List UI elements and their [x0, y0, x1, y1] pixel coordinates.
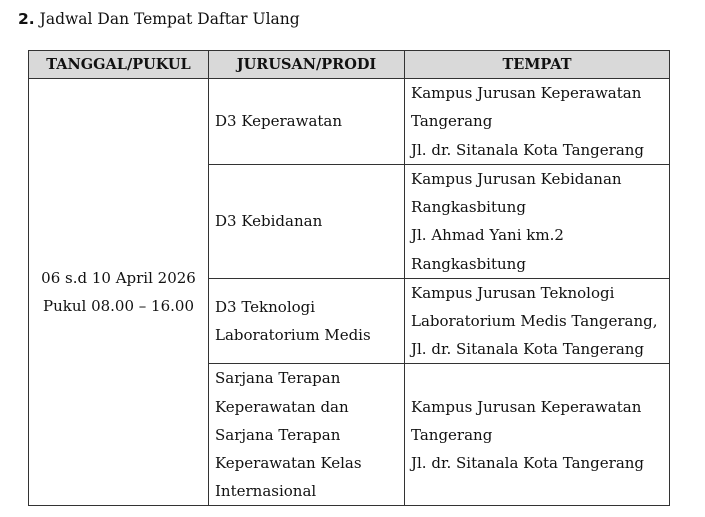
- header-tempat: TEMPAT: [405, 51, 670, 79]
- prodi-line: Sarjana Terapan: [215, 425, 341, 444]
- prodi-line: D3 Keperawatan: [215, 112, 343, 131]
- header-jurusan-prodi: JURUSAN/PRODI: [209, 51, 405, 79]
- tempat-line: Kampus Jurusan Teknologi: [411, 283, 615, 302]
- tempat-line: Jl. dr. Sitanala Kota Tangerang: [411, 340, 645, 359]
- prodi-line: Internasional: [215, 482, 317, 501]
- table-header-row: [29, 51, 670, 79]
- tempat-line: Rangkasbitung: [411, 198, 526, 217]
- section-number: 2.: [18, 10, 35, 28]
- tempat-line: Rangkasbitung: [411, 254, 526, 273]
- prodi-line: Keperawatan dan: [215, 397, 349, 416]
- prodi-cell: [209, 165, 405, 279]
- tempat-line: Jl. Ahmad Yani km.2: [411, 226, 564, 245]
- tempat-cell: [405, 165, 670, 279]
- tempat-line: Kampus Jurusan Keperawatan: [411, 397, 642, 416]
- header-tanggal-pukul: TANGGAL/PUKUL: [29, 51, 209, 79]
- tempat-line: Tangerang: [411, 112, 493, 131]
- tempat-line: Jl. dr. Sitanala Kota Tangerang: [411, 140, 645, 159]
- section-title: Jadwal Dan Tempat Daftar Ulang: [39, 10, 300, 28]
- tempat-line: Kampus Jurusan Kebidanan: [411, 170, 622, 188]
- tempat-cell: [405, 364, 670, 506]
- tempat-line: Jl. dr. Sitanala Kota Tangerang: [411, 454, 645, 473]
- date-range: 06 s.d 10 April 2026: [41, 269, 196, 288]
- tempat-line: Kampus Jurusan Keperawatan: [411, 84, 642, 103]
- prodi-line: Laboratorium Medis: [215, 326, 371, 345]
- schedule-table: [28, 50, 670, 506]
- section-heading: [18, 8, 300, 30]
- prodi-cell: [209, 79, 405, 165]
- date-cell: [29, 79, 209, 506]
- tempat-cell: [405, 278, 670, 364]
- prodi-line: Keperawatan Kelas: [215, 454, 362, 473]
- prodi-line: Sarjana Terapan: [215, 369, 341, 388]
- table-row: [29, 79, 670, 165]
- prodi-cell: [209, 364, 405, 506]
- tempat-line: Tangerang: [411, 425, 493, 444]
- prodi-line: D3 Teknologi: [215, 297, 316, 316]
- tempat-cell: [405, 79, 670, 165]
- prodi-line: D3 Kebidanan: [215, 212, 323, 231]
- time-range: Pukul 08.00 – 16.00: [43, 297, 194, 316]
- tempat-line: Laboratorium Medis Tangerang,: [411, 312, 658, 331]
- prodi-cell: [209, 278, 405, 364]
